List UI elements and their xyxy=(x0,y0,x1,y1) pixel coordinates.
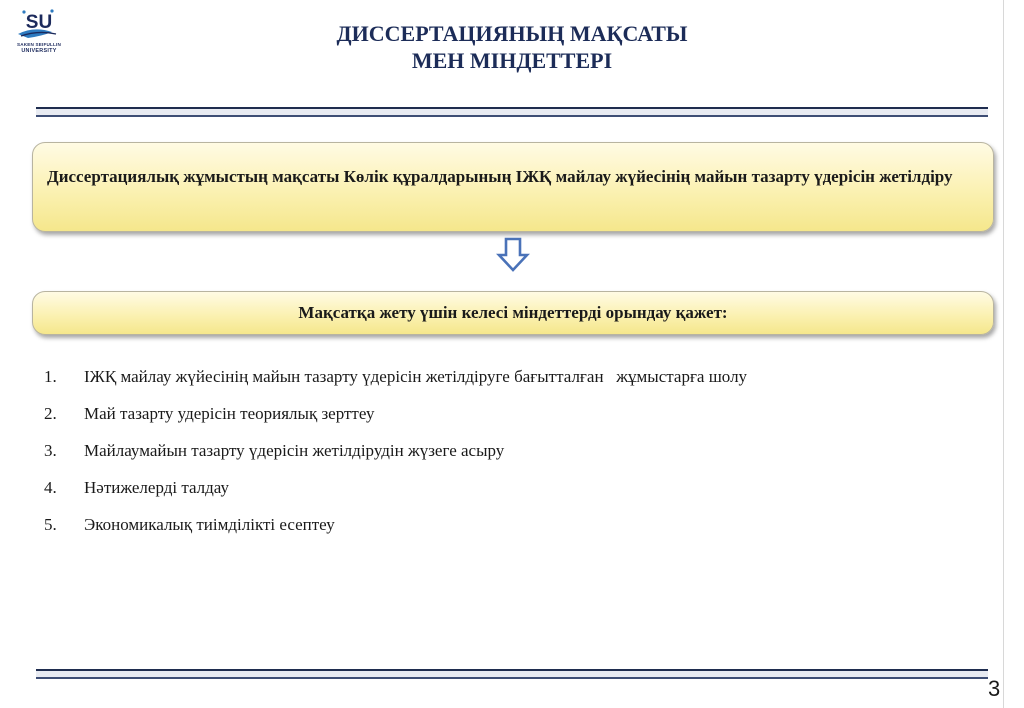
list-item-number: 2. xyxy=(44,404,57,423)
list-item xyxy=(44,403,747,440)
list-item xyxy=(44,440,747,477)
logo-line-2: UNIVERSITY xyxy=(21,48,57,54)
list-item-number: 3. xyxy=(44,441,57,460)
list-item-number: 4. xyxy=(44,478,57,497)
logo-mark xyxy=(12,6,66,42)
university-logo-icon xyxy=(12,6,66,56)
list-item xyxy=(44,514,747,551)
page-title-line-1: ДИССЕРТАЦИЯНЫҢ МАҚСАТЫ xyxy=(336,21,688,46)
logo-monogram: SU xyxy=(25,12,53,33)
goal-text: Диссертациялық жұмыстың мақсаты Көлік құралдарының ІЖҚ майлау жүйесінің майын тазарту үдерісін жетілдіру xyxy=(47,167,953,186)
list-item-number: 5. xyxy=(44,515,57,534)
list-item-number: 1. xyxy=(44,367,57,386)
list-item-text: Майлаумайын тазарту үдерісін жетілдірудін жүзеге асыру xyxy=(84,441,505,460)
list-item-text: Май тазарту удерісін теориялық зерттеу xyxy=(84,404,375,423)
list-item-text: Нәтижелерді талдау xyxy=(84,478,229,497)
goal-box xyxy=(32,142,994,232)
page-title-line-2: МЕН МІНДЕТТЕРІ xyxy=(411,48,613,73)
page-title xyxy=(200,20,824,74)
list-item xyxy=(44,366,747,403)
down-arrow-icon xyxy=(496,237,530,273)
logo-line-1: SAKEN SEIFULLIN xyxy=(16,42,62,47)
tasks-header-box xyxy=(32,291,994,335)
list-item-text: ІЖҚ майлау жүйесінің майын тазарту үдерісін жетілдіруге бағытталған жұмыстарға шолу xyxy=(84,367,748,386)
top-divider xyxy=(36,107,988,117)
bottom-divider xyxy=(36,669,988,679)
tasks-header-text: Мақсатқа жету үшін келесі міндеттерді орындау қажет: xyxy=(298,303,728,322)
task-list xyxy=(44,366,747,551)
list-item-text: Экономикалық тиімділікті есептеу xyxy=(84,515,335,534)
list-item xyxy=(44,477,747,514)
page-number: 3 xyxy=(988,676,1001,701)
